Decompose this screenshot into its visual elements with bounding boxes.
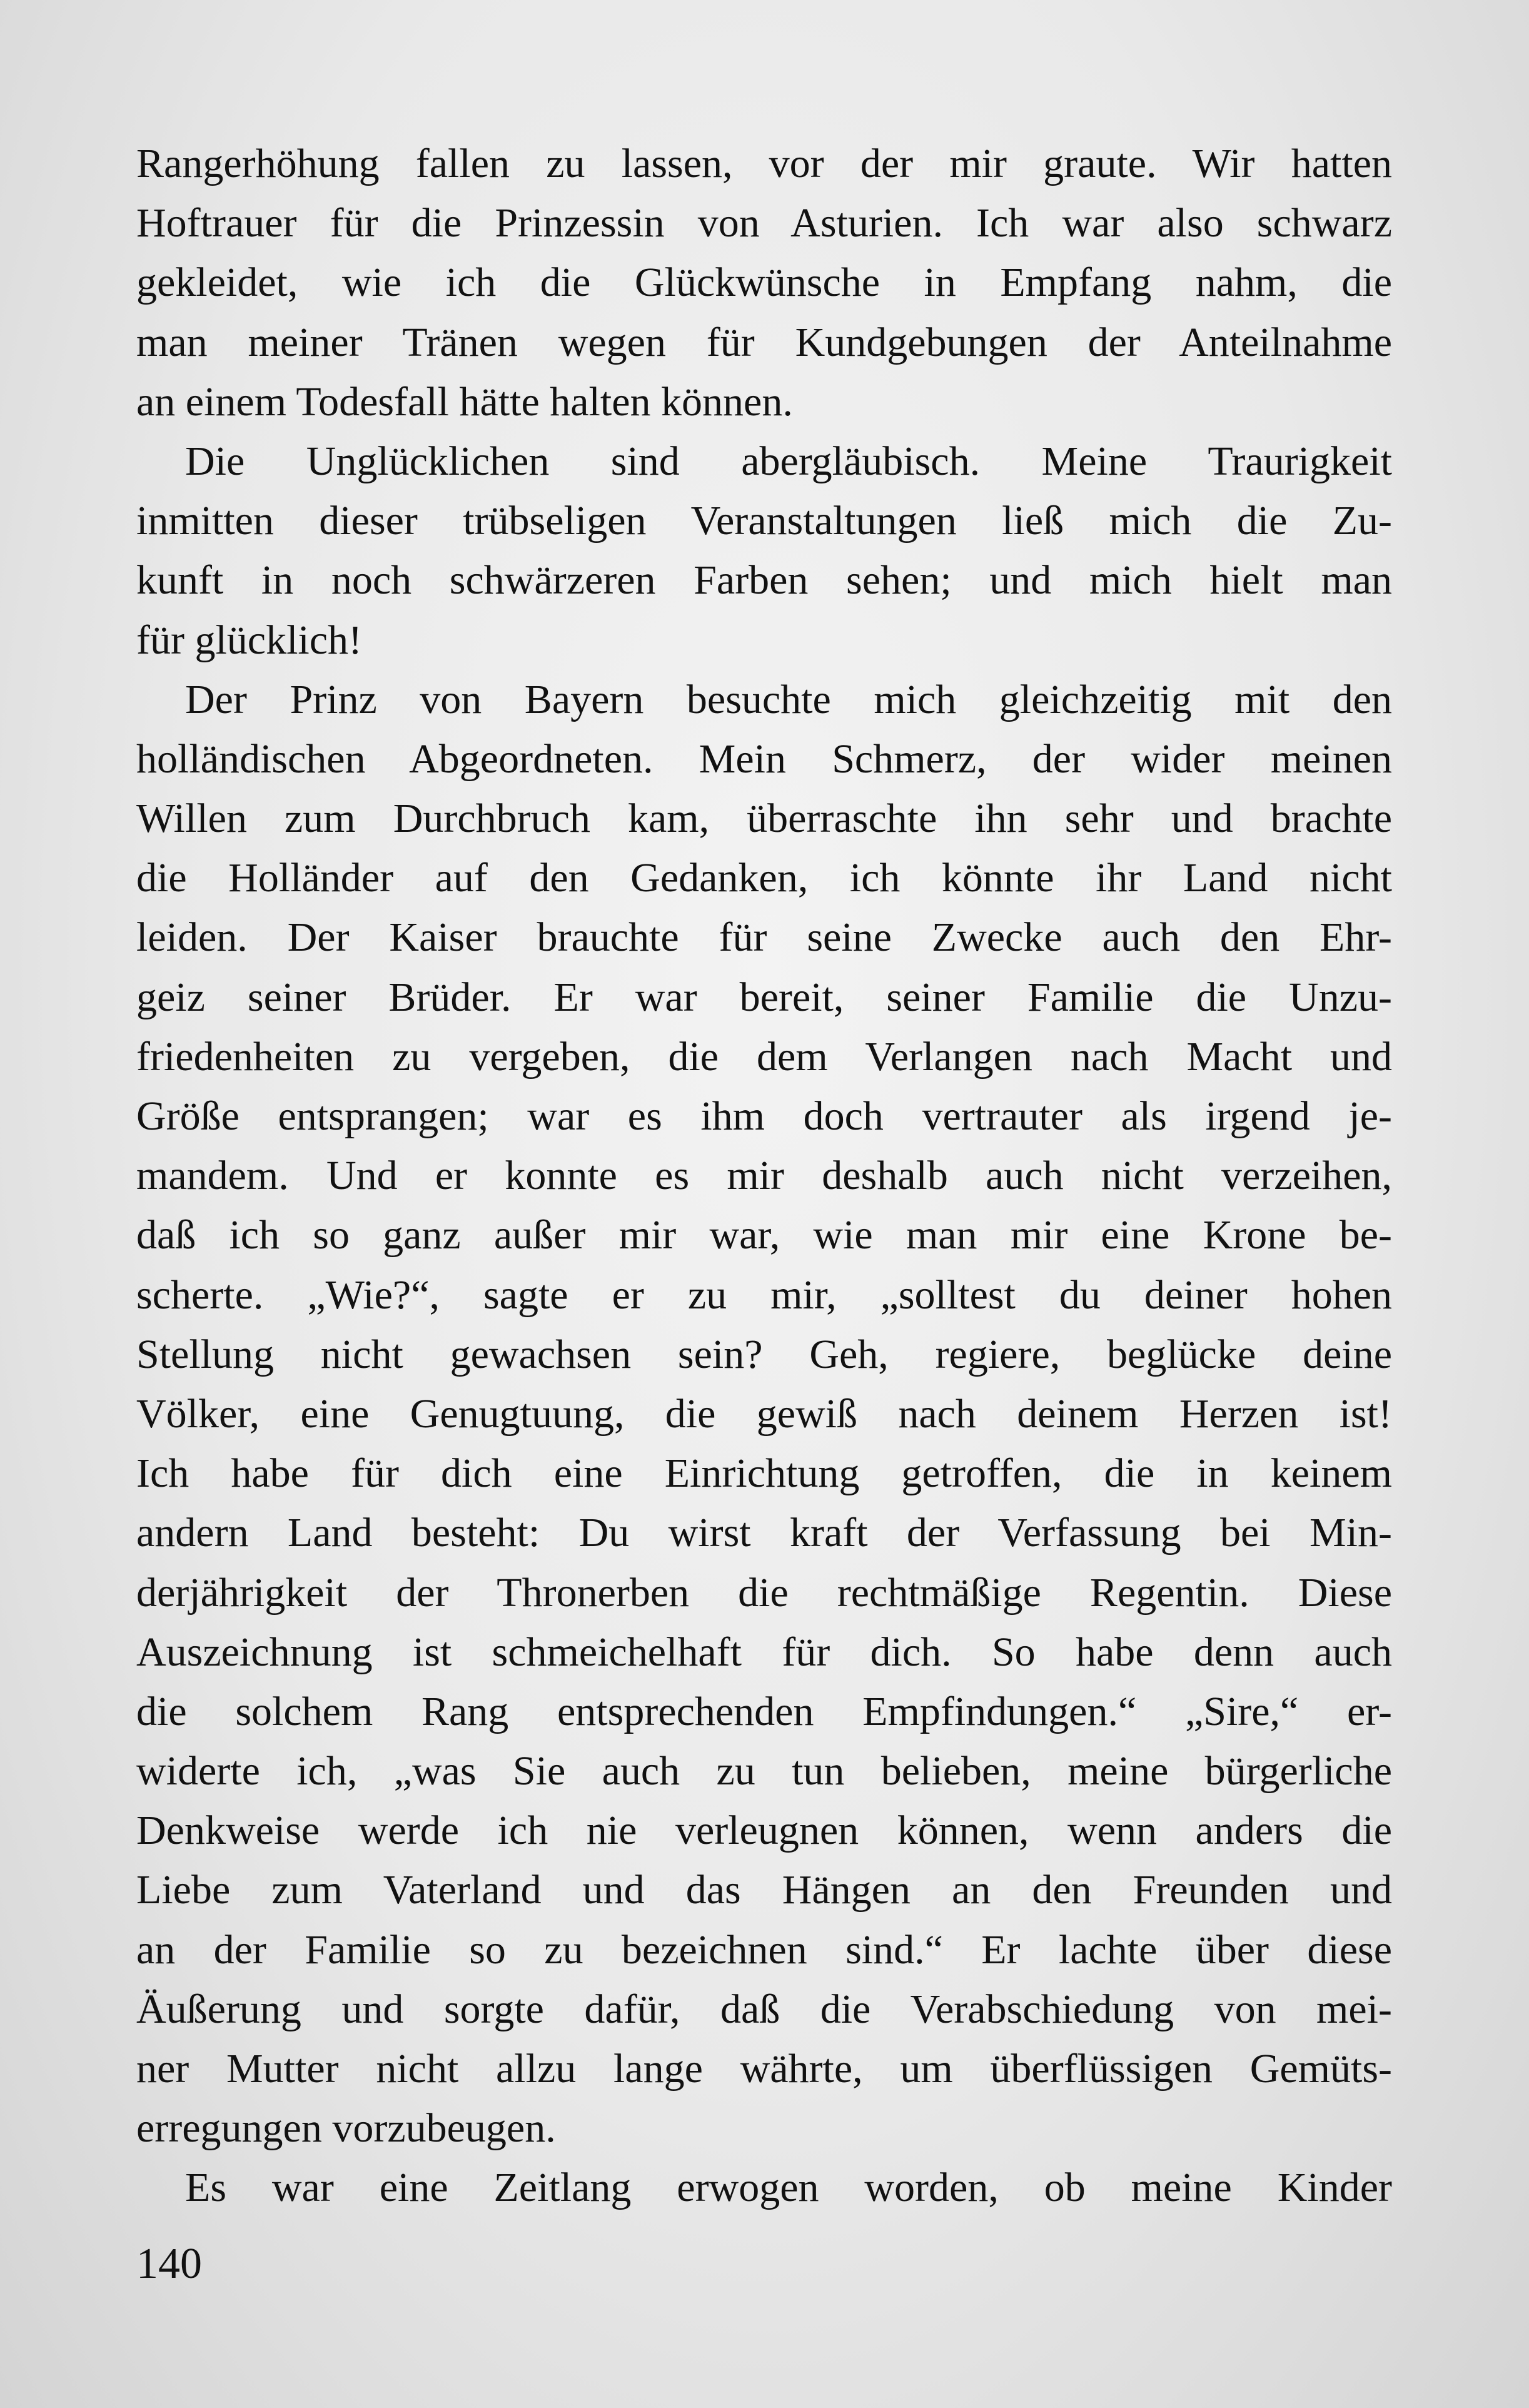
text-line: Willen zum Durchbruch kam, überraschte ihn sehr und brachte <box>136 796 1392 842</box>
text-line: Es war eine Zeitlang erwogen worden, ob meine Kinder <box>185 2165 1392 2211</box>
text-line: für glücklich! <box>136 617 363 663</box>
text-line: holländischen Abgeordneten. Mein Schmerz, der wider meinen <box>136 736 1392 782</box>
text-line: Die Unglücklichen sind abergläubisch. Meine Traurigkeit <box>185 438 1392 484</box>
body-text <box>136 134 1392 2218</box>
text-line: scherte. „Wie?“, sagte er zu mir, „solltest du deiner hohen <box>136 1272 1392 1318</box>
text-line: friedenheiten zu vergeben, die dem Verlangen nach Macht und <box>136 1033 1392 1080</box>
text-line: die solchem Rang entsprechenden Empfindungen.“ „Sire,“ er- <box>136 1688 1392 1734</box>
text-line: an der Familie so zu bezeichnen sind.“ Er lachte über diese <box>136 1926 1392 1973</box>
text-line: Liebe zum Vaterland und das Hängen an den Freunden und <box>136 1867 1392 1913</box>
text-line: die Holländer auf den Gedanken, ich könnte ihr Land nicht <box>136 855 1392 901</box>
text-line: an einem Todesfall hätte halten können. <box>136 378 793 425</box>
text-line: daß ich so ganz außer mir war, wie man mir eine Krone be- <box>136 1212 1392 1258</box>
text-line: gekleidet, wie ich die Glückwünsche in Empfang nahm, die <box>136 260 1392 306</box>
text-line: Völker, eine Genugtuung, die gewiß nach deinem Herzen ist! <box>136 1390 1392 1437</box>
text-line: erregungen vorzubeugen. <box>136 2105 556 2152</box>
text-line: mandem. Und er konnte es mir deshalb auch nicht verzeihen, <box>136 1153 1392 1199</box>
text-line: Äußerung und sorgte dafür, daß die Verabschiedung von mei- <box>136 1986 1392 2032</box>
text-line: widerte ich, „was Sie auch zu tun belieben, meine bürgerliche <box>136 1748 1392 1794</box>
text-line: Auszeichnung ist schmeichelhaft für dich. So habe denn auch <box>136 1629 1392 1675</box>
text-line: Denkweise werde ich nie verleugnen können, wenn anders die <box>136 1808 1392 1854</box>
text-line: leiden. Der Kaiser brauchte für seine Zwecke auch den Ehr- <box>136 914 1392 961</box>
page-number: 140 <box>136 2240 202 2288</box>
text-line: inmitten dieser trübseligen Veranstaltungen ließ mich die Zu- <box>136 498 1392 544</box>
text-line: andern Land besteht: Du wirst kraft der Verfassung bei Min- <box>136 1510 1392 1556</box>
text-line: man meiner Tränen wegen für Kundgebungen der Anteilnahme <box>136 319 1392 365</box>
text-line: Stellung nicht gewachsen sein? Geh, regiere, beglücke deine <box>136 1331 1392 1377</box>
text-line: geiz seiner Brüder. Er war bereit, seiner Familie die Unzu- <box>136 974 1392 1020</box>
text-line: Rangerhöhung fallen zu lassen, vor der mir graute. Wir hatten <box>136 141 1392 186</box>
text-line: ner Mutter nicht allzu lange währte, um überflüssigen Gemüts- <box>136 2046 1392 2092</box>
text-line: Der Prinz von Bayern besuchte mich gleichzeitig mit den <box>185 676 1392 722</box>
text-line: Ich habe für dich eine Einrichtung getroffen, die in keinem <box>136 1450 1392 1497</box>
text-line: kunft in noch schwärzeren Farben sehen; und mich hielt man <box>136 557 1392 604</box>
text-line: Größe entsprangen; war es ihm doch vertrauter als irgend je- <box>136 1093 1392 1139</box>
text-line: Hoftrauer für die Prinzessin von Asturien. Ich war also schwarz <box>136 200 1392 246</box>
text-line: derjährigkeit der Thronerben die rechtmäßige Regentin. Diese <box>136 1569 1392 1616</box>
